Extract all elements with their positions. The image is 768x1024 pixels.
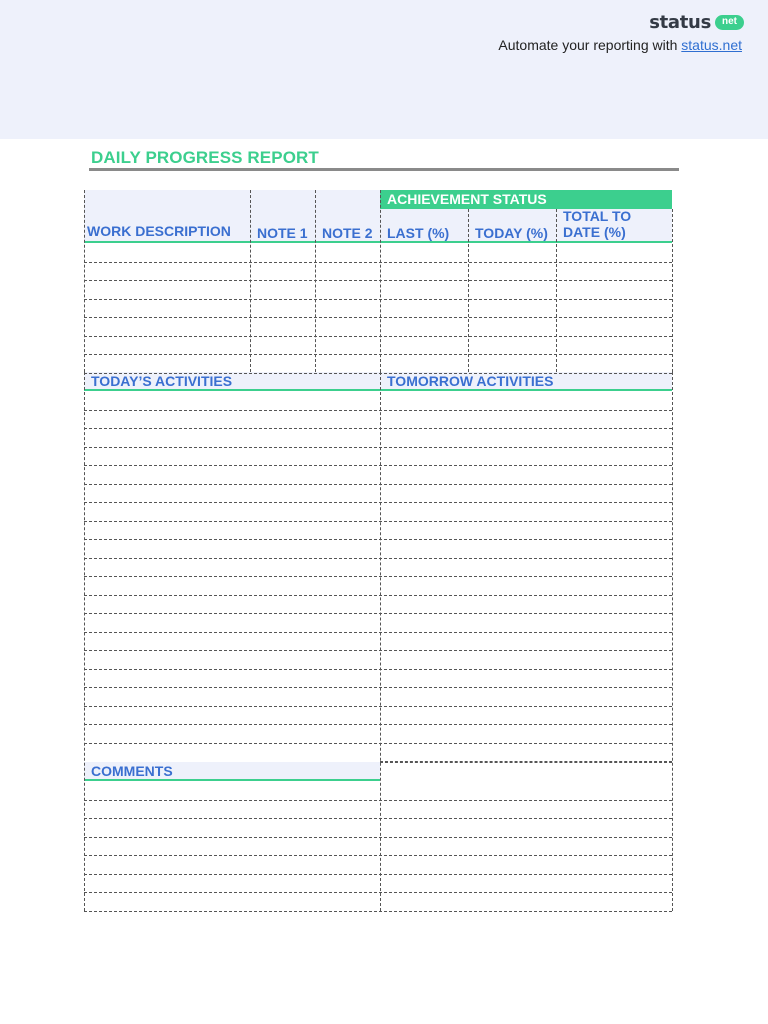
logo-wordmark: status bbox=[649, 12, 711, 33]
progress-cell[interactable] bbox=[251, 300, 314, 317]
tomorrow-activity-cell[interactable] bbox=[381, 411, 671, 428]
today-activity-cell[interactable] bbox=[85, 596, 379, 613]
comment-cell[interactable] bbox=[85, 819, 379, 836]
activities-header-underline bbox=[84, 389, 672, 391]
today-activity-cell[interactable] bbox=[85, 448, 379, 465]
today-activity-cell[interactable] bbox=[85, 651, 379, 668]
activities-right-border bbox=[672, 372, 673, 911]
tomorrow-activity-cell[interactable] bbox=[381, 688, 671, 705]
progress-cell[interactable] bbox=[85, 355, 249, 372]
today-activity-cell[interactable] bbox=[85, 744, 379, 761]
activities-row-line bbox=[380, 762, 672, 763]
col-note-2: NOTE 2 bbox=[322, 225, 373, 241]
col-last-percent: LAST (%) bbox=[387, 225, 450, 241]
tomorrow-activity-cell[interactable] bbox=[381, 485, 671, 502]
status-net-link[interactable]: status.net bbox=[681, 37, 742, 53]
progress-cell[interactable] bbox=[469, 281, 555, 298]
progress-cell[interactable] bbox=[469, 355, 555, 372]
tomorrow-activity-cell[interactable] bbox=[381, 707, 671, 724]
progress-cell[interactable] bbox=[381, 318, 467, 335]
tagline-text: Automate your reporting with bbox=[498, 37, 682, 53]
comment-cell[interactable] bbox=[85, 893, 379, 910]
today-activity-cell[interactable] bbox=[85, 392, 379, 409]
tomorrow-activity-cell[interactable] bbox=[381, 670, 671, 687]
progress-cell[interactable] bbox=[381, 355, 467, 372]
progress-cell[interactable] bbox=[85, 263, 249, 280]
progress-cell[interactable] bbox=[316, 300, 379, 317]
tomorrow-activity-cell[interactable] bbox=[381, 448, 671, 465]
tomorrow-activity-cell[interactable] bbox=[381, 503, 671, 520]
comment-cell[interactable] bbox=[85, 801, 379, 818]
today-activity-cell[interactable] bbox=[85, 707, 379, 724]
progress-cell[interactable] bbox=[557, 337, 671, 354]
progress-cell[interactable] bbox=[251, 263, 314, 280]
comment-cell[interactable] bbox=[85, 782, 379, 799]
comment-cell[interactable] bbox=[85, 838, 379, 855]
progress-header-underline bbox=[84, 241, 672, 243]
today-activity-cell[interactable] bbox=[85, 522, 379, 539]
activities-row-line bbox=[380, 761, 672, 762]
today-activity-cell[interactable] bbox=[85, 485, 379, 502]
title-divider bbox=[89, 168, 679, 171]
progress-cell[interactable] bbox=[469, 300, 555, 317]
tagline bbox=[498, 37, 742, 53]
todays-activities-header: TODAY’S ACTIVITIES bbox=[91, 373, 233, 389]
tomorrow-activity-cell[interactable] bbox=[381, 614, 671, 631]
progress-cell[interactable] bbox=[557, 244, 671, 261]
achievement-status-header: ACHIEVEMENT STATUS bbox=[387, 191, 547, 207]
tomorrow-activity-cell[interactable] bbox=[381, 522, 671, 539]
progress-cell[interactable] bbox=[85, 244, 249, 261]
progress-cell[interactable] bbox=[251, 318, 314, 335]
today-activity-cell[interactable] bbox=[85, 540, 379, 557]
col-total-to-date: TOTAL TO DATE (%) bbox=[563, 208, 632, 240]
today-activity-cell[interactable] bbox=[85, 411, 379, 428]
progress-cell[interactable] bbox=[251, 281, 314, 298]
today-activity-cell[interactable] bbox=[85, 670, 379, 687]
progress-cell[interactable] bbox=[316, 263, 379, 280]
tomorrow-activity-cell[interactable] bbox=[381, 466, 671, 483]
col-work-description: WORK DESCRIPTION bbox=[87, 223, 231, 239]
status-net-logo[interactable] bbox=[649, 12, 744, 33]
progress-right-border bbox=[672, 209, 673, 372]
progress-cell[interactable] bbox=[251, 244, 314, 261]
progress-cell[interactable] bbox=[316, 337, 379, 354]
today-activity-cell[interactable] bbox=[85, 577, 379, 594]
progress-cell[interactable] bbox=[469, 263, 555, 280]
today-activity-cell[interactable] bbox=[85, 503, 379, 520]
progress-cell[interactable] bbox=[316, 318, 379, 335]
today-activity-cell[interactable] bbox=[85, 466, 379, 483]
progress-cell[interactable] bbox=[469, 337, 555, 354]
progress-cell[interactable] bbox=[381, 244, 467, 261]
progress-row-line bbox=[84, 373, 672, 374]
comments-row-line bbox=[84, 911, 672, 912]
progress-cell[interactable] bbox=[381, 281, 467, 298]
tomorrow-activity-cell[interactable] bbox=[381, 429, 671, 446]
progress-cell[interactable] bbox=[381, 263, 467, 280]
tomorrow-activity-cell[interactable] bbox=[381, 559, 671, 576]
progress-cell[interactable] bbox=[557, 281, 671, 298]
progress-cell[interactable] bbox=[85, 281, 249, 298]
progress-cell[interactable] bbox=[557, 300, 671, 317]
tomorrow-activity-cell[interactable] bbox=[381, 651, 671, 668]
today-activity-cell[interactable] bbox=[85, 633, 379, 650]
col-today-percent: TODAY (%) bbox=[475, 225, 548, 241]
tomorrow-activities-header: TOMORROW ACTIVITIES bbox=[387, 373, 554, 389]
tomorrow-activity-cell[interactable] bbox=[381, 744, 671, 761]
today-activity-cell[interactable] bbox=[85, 688, 379, 705]
progress-cell[interactable] bbox=[316, 281, 379, 298]
progress-cell[interactable] bbox=[316, 355, 379, 372]
comments-header-underline bbox=[84, 779, 380, 781]
tomorrow-activity-cell[interactable] bbox=[381, 577, 671, 594]
progress-cell[interactable] bbox=[251, 355, 314, 372]
today-activity-cell[interactable] bbox=[85, 429, 379, 446]
tomorrow-activity-cell[interactable] bbox=[381, 596, 671, 613]
progress-cell[interactable] bbox=[316, 244, 379, 261]
logo-badge: net bbox=[715, 15, 744, 30]
document-title: DAILY PROGRESS REPORT bbox=[91, 148, 319, 167]
today-activity-cell[interactable] bbox=[85, 725, 379, 742]
tomorrow-activity-cell[interactable] bbox=[381, 540, 671, 557]
progress-cell[interactable] bbox=[557, 263, 671, 280]
col-note-1: NOTE 1 bbox=[257, 225, 308, 241]
progress-cell[interactable] bbox=[85, 337, 249, 354]
tomorrow-activity-cell[interactable] bbox=[381, 725, 671, 742]
progress-cell[interactable] bbox=[469, 244, 555, 261]
tomorrow-activity-cell[interactable] bbox=[381, 633, 671, 650]
tomorrow-activity-cell[interactable] bbox=[381, 392, 671, 409]
progress-cell[interactable] bbox=[381, 300, 467, 317]
progress-cell[interactable] bbox=[557, 318, 671, 335]
today-activity-cell[interactable] bbox=[85, 614, 379, 631]
progress-cell[interactable] bbox=[469, 318, 555, 335]
progress-cell[interactable] bbox=[557, 355, 671, 372]
comments-header: COMMENTS bbox=[91, 763, 173, 779]
progress-cell[interactable] bbox=[381, 337, 467, 354]
progress-cell[interactable] bbox=[251, 337, 314, 354]
comment-cell[interactable] bbox=[85, 856, 379, 873]
today-activity-cell[interactable] bbox=[85, 559, 379, 576]
progress-cell[interactable] bbox=[85, 318, 249, 335]
progress-cell[interactable] bbox=[85, 300, 249, 317]
comment-cell[interactable] bbox=[85, 875, 379, 892]
